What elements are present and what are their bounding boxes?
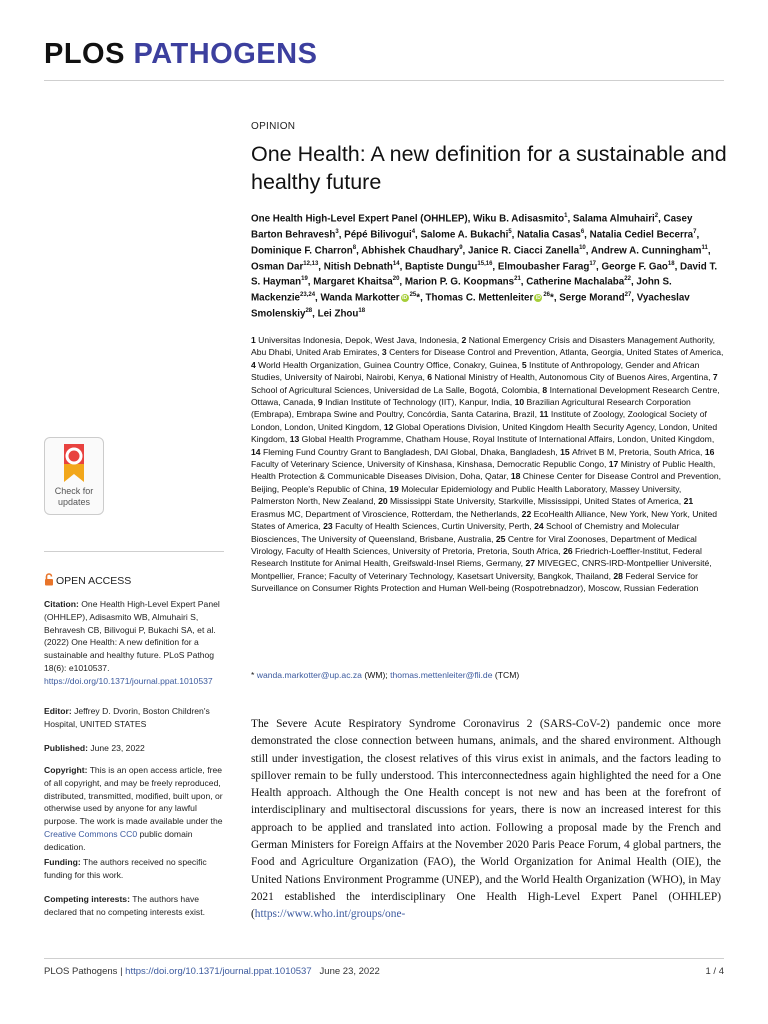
affiliation-superscript: 7 (693, 228, 697, 235)
affiliation-superscript: 19 (301, 276, 308, 283)
affiliation-superscript: 2 (654, 213, 659, 219)
check-line-2: updates (57, 497, 91, 507)
article-title: One Health: A new definition for a sustainable and healthy future (251, 142, 727, 194)
copyright-tail: public domain dedication. (44, 828, 193, 852)
affiliation-list (251, 334, 726, 595)
footer-separator: | (120, 966, 123, 977)
affiliation-superscript: 21 (514, 276, 521, 283)
author-text: , Wanda Markotter (315, 292, 400, 304)
correspondence-tag-wm: (WM); (364, 670, 388, 680)
page-number: 1 / 4 (705, 966, 724, 977)
affiliation-number: 9 (317, 397, 326, 408)
affiliation-number: 18 (510, 471, 523, 482)
affiliation-number: 2 (461, 335, 469, 345)
orcid-icon[interactable]: iD (535, 294, 541, 301)
author-text: *, Serge Morand (550, 292, 625, 304)
logo-plos: PLOS (44, 38, 125, 70)
affiliation-number: 6 (427, 372, 435, 383)
author-text: , Salama Almuhairi (567, 213, 655, 225)
affiliation-superscript: 17 (589, 260, 597, 267)
author-text: , Dominique F. Charron (251, 229, 700, 256)
affiliation-number: 14 (251, 446, 263, 457)
affiliation-text: National Ministry of Health, Autonomous City of Buenos Aires, Argentina, (434, 372, 713, 383)
author-text: , Catherine Machalaba (520, 276, 625, 288)
affiliation-number: 17 (608, 459, 621, 470)
author-text: , John S. Mackenzie (251, 276, 672, 304)
affiliation-superscript: 18 (358, 308, 366, 315)
affiliation-superscript: 4 (411, 228, 416, 235)
affiliation-text: Faculty of Health Sciences, Curtin University, Perth, (335, 521, 535, 532)
published-date: June 23, 2022 (90, 743, 145, 753)
author-list (251, 210, 726, 321)
affiliation-superscript: 23,24 (300, 292, 316, 299)
affiliation-number: 10 (514, 397, 527, 408)
open-access (44, 573, 131, 589)
affiliation-number: 26 (563, 545, 576, 556)
author-text: , Nitish Debnath (318, 260, 393, 272)
author-text: *, Thomas C. Mettenleiter (416, 292, 534, 304)
author-text: , Margaret Khaitsa (307, 276, 393, 288)
competing-interests-block (44, 893, 224, 919)
affiliation-superscript: 20 (392, 276, 400, 283)
email-link-mettenleiter[interactable]: thomas.mettenleiter@fli.de (390, 670, 493, 680)
author-text: , George F. Gao (596, 260, 668, 272)
affiliation-number: 20 (378, 496, 391, 507)
affiliation-text: International Development Research Centre, Ottawa, Canada, (251, 384, 720, 408)
article-type: OPINION (251, 121, 296, 132)
funding-block (44, 856, 224, 882)
open-access-label: OPEN ACCESS (56, 575, 132, 587)
citation-text: One Health High-Level Expert Panel (OHHLEP), Adisasmito WB, Almuhairi S, Behravesh CB, Bilivogui P, Bukachi SA, et al. (2022) One Health: A new definition for a sustainable and healthy future. PLoS Pathog 18(6): e1010537. (44, 599, 220, 673)
affiliation-text: Institute of Anthropology, Gender and African Studies, University of Nairobi, Nairobi, Kenya, (251, 359, 700, 383)
citation-block (44, 598, 224, 688)
author-text: , Casey Barton Behravesh (251, 213, 693, 241)
author-text: , Abhishek Chaudhary (356, 244, 460, 256)
cc0-link[interactable]: Creative Commons CC0 (44, 828, 138, 839)
body-text: The Severe Acute Respiratory Syndrome Coronavirus 2 (SARS-CoV-2) pandemic once more demonstrated the close connection between humans, animals, and the shared environment. Although still under investigation, the closest relatives of this virus exist in animals, and the factors leading to spillover remain to be fully understood. This interconnectedness again highlighted the need for a One Health approach. Although the One Health concept is not new and has been at the forefront of interdisciplinary and multisectoral discussions for years, there is now an increased interest for this approach to be applied and translated into action. Following a proposal made by the French and German Ministers for Foreign Affairs at the November 2020 Paris Peace Forum, 4 global partners, the Food and Agriculture Organization (FAO), the World Organization for Animal Health (OIE), the United Nations Environment Programme (UNEP), and the World Health Organization (WHO), in May 2021 established the interdisciplinary One Health High-Level Expert Panel (OHHLEP) ( (251, 718, 721, 921)
affiliation-superscript: 11 (701, 244, 708, 251)
affiliation-text: Global Operations Division, United Kingdom Health Security Agency, London, United Kingdom, (251, 421, 718, 445)
journal-logo (44, 38, 317, 71)
affiliation-superscript: 25 (409, 292, 417, 299)
affiliation-number: 21 (683, 496, 694, 507)
copyright-label: Copyright: (44, 765, 88, 775)
affiliation-text: Molecular Epidemiology and Public Health Laboratory, Massey University, Palmerston North, New Zealand, (251, 483, 682, 507)
affiliation-superscript: 22 (624, 276, 631, 283)
affiliation-text: Centers for Disease Control and Prevention, Atlanta, Georgia, United States of America, (389, 347, 724, 358)
author-text: One Health High-Level Expert Panel (OHHLEP), Wiku B. Adisasmito (251, 213, 565, 225)
affiliation-number: 1 (251, 335, 259, 345)
author-text: , Pépé Bilivogui (338, 229, 412, 241)
correspondence-tag-tcm: (TCM) (494, 670, 520, 680)
copyright-block (44, 764, 224, 854)
open-lock-icon (44, 573, 54, 589)
sidebar-divider (44, 551, 224, 552)
affiliation-text: Afrivet B M, Pretoria, South Africa, (572, 446, 705, 457)
bookmark-icon (60, 444, 88, 484)
affiliation-number: 28 (613, 570, 626, 581)
affiliation-number: 24 (534, 521, 547, 532)
affiliation-text: World Health Organization, Guinea Country Office, Conakry, Guinea, (258, 359, 522, 370)
competing-text: The authors have declared that no competing interests exist. (44, 894, 205, 917)
affiliation-number: 13 (289, 434, 302, 445)
body-paragraph (251, 716, 721, 924)
correspondence (251, 670, 726, 680)
affiliation-text: National Emergency Crisis and Disasters Management Authority, Abu Dhabi, United Arab Emirates, (251, 335, 715, 358)
affiliation-text: Brazilian Agricultural Research Corporation (Embrapa), Embrapa Swine and Poultry, Concórdia, Santa Catarina, Brazil, (251, 397, 691, 420)
affiliation-text: EcoHealth Alliance, New York, New York, United States of America, (251, 508, 718, 532)
affiliation-text: Friedrich-Loeffler-Institut, Federal Research Institute for Animal Health, Greifswald-Insel Riems, Germany, (251, 545, 702, 569)
header-divider (44, 80, 724, 81)
affiliation-text: Fleming Fund Country Grant to Bangladesh, DAI Global, Dhaka, Bangladesh, (262, 446, 561, 457)
correspondence-star: * (251, 670, 255, 680)
author-text: , Natalia Cediel Becerra (584, 229, 694, 241)
author-text: , Marion P. G. Koopmans (399, 276, 515, 288)
affiliation-number: 11 (539, 409, 551, 420)
affiliation-superscript: 15,16 (477, 260, 493, 267)
citation-label: Citation: (44, 599, 79, 609)
affiliation-superscript: 14 (392, 260, 400, 267)
author-text: , Vyacheslav Smolenskiy (251, 292, 690, 320)
footer-doi-link[interactable]: https://doi.org/10.1371/journal.ppat.1010537 (125, 966, 312, 977)
author-text: , Lei Zhou (312, 308, 359, 320)
footer-date: June 23, 2022 (319, 966, 380, 977)
page-footer (44, 966, 380, 977)
affiliation-number: 8 (542, 384, 550, 395)
affiliation-number: 7 (712, 372, 718, 383)
affiliation-number: 23 (323, 521, 336, 532)
affiliation-superscript: 27 (624, 292, 632, 299)
affiliation-number: 25 (495, 533, 508, 544)
footer-divider (44, 958, 724, 959)
affiliation-number: 12 (383, 421, 396, 432)
check-for-updates-badge[interactable] (44, 437, 104, 515)
affiliation-superscript: 3 (335, 228, 339, 235)
check-line-1: Check for (54, 486, 94, 496)
affiliation-text: Faculty of Veterinary Science, University of Kinshasa, Kinshasa, Democratic Republic Congo, (251, 459, 609, 470)
author-text: , Osman Dar (251, 244, 711, 272)
affiliation-superscript: 10 (579, 244, 586, 251)
affiliation-text: MIVEGEC, CNRS-IRD-Montpellier Université, Montpellier, France; Faculty of Veterinary Technology, Kasetsart University, Bangkok, Thailand, (251, 558, 712, 581)
published-block (44, 742, 224, 755)
editor-block (44, 705, 224, 731)
funding-text: The authors received no specific funding for this work. (44, 857, 207, 880)
affiliation-text: Centre for Viral Zoonoses, Department of Medical Virology, Faculty of Health Sciences, University of Pretoria, Pretoria, South Africa, (251, 533, 697, 556)
author-text: , Andrew A. Cunningham (585, 244, 702, 256)
affiliation-superscript: 5 (508, 228, 512, 235)
footer-journal: PLOS Pathogens (44, 966, 118, 977)
author-text: , Baptiste Dungu (399, 260, 478, 272)
author-text: , Janice R. Ciacci Zanella (462, 244, 580, 256)
published-label: Published: (44, 743, 88, 753)
copyright-text: This is an open access article, free of all copyright, and may be freely reproduced, distributed, transmitted, modified, built upon, or otherwise used by anyone for any lawful purpose. The work is made available under the (44, 765, 223, 827)
author-text: , David T. S. Hayman (251, 260, 718, 288)
affiliation-number: 3 (381, 347, 390, 358)
affiliation-superscript: 26 (543, 292, 551, 299)
ohhlep-link[interactable]: https://www.who.int/groups/one- (254, 908, 406, 921)
affiliation-text: Global Health Programme, Chatham House, Royal Institute of International Affairs, London, United Kingdom, (301, 434, 715, 445)
editor-label: Editor: (44, 706, 72, 716)
logo-journal-name: PATHOGENS (133, 38, 318, 70)
affiliation-text: Indian Institute of Technology (IIT), Kanpur, India, (325, 397, 515, 408)
author-text: , Natalia Casas (511, 229, 581, 241)
competing-label: Competing interests: (44, 894, 130, 904)
affiliation-text: Ministry of Public Health, Health Protection & Communicable Diseases Division, Doha, Qatar, (251, 459, 716, 482)
affiliation-superscript: 18 (667, 260, 675, 267)
affiliation-superscript: 9 (459, 244, 463, 251)
affiliation-text: Institute of Zoology, Zoological Society of London, London, United Kingdom, (251, 409, 707, 432)
author-text: , Salome A. Bukachi (415, 229, 509, 241)
affiliation-number: 4 (251, 359, 259, 370)
affiliation-text: Federal Service for Surveillance on Consumer Rights Protection and Human Well-being (Rospotrebnadzor), Moscow, Russian Federation (251, 570, 699, 594)
author-text: , Elmoubasher Farag (492, 260, 590, 272)
affiliation-text: School of Agricultural Sciences, Universidad de La Salle, Bogotá, Colombia, (251, 384, 543, 395)
affiliation-text: Mississippi State University, Starkville, Mississippi, United States of America, (390, 496, 684, 507)
affiliation-superscript: 6 (580, 228, 585, 235)
affiliation-text: Erasmus MC, Department of Viroscience, Rotterdam, the Netherlands, (251, 508, 522, 519)
affiliation-superscript: 1 (564, 213, 568, 219)
affiliation-text: Universitas Indonesia, Depok, West Java, Indonesia, (258, 335, 462, 345)
affiliation-number: 22 (521, 508, 534, 519)
citation-doi-link[interactable]: https://doi.org/10.1371/journal.ppat.1010537 (44, 675, 213, 686)
affiliation-superscript: 28 (305, 308, 313, 315)
affiliation-superscript: 8 (352, 244, 357, 251)
affiliation-number: 27 (525, 558, 538, 569)
affiliation-number: 19 (389, 483, 402, 494)
affiliation-number: 16 (704, 446, 715, 457)
check-for-updates-label (45, 486, 103, 508)
affiliation-number: 15 (560, 446, 573, 457)
editor-text: Jeffrey D. Dvorin, Boston Children's Hospital, UNITED STATES (44, 706, 210, 729)
affiliation-text: Chinese Center for Disease Control and Prevention, Beijing, People's Republic of China, (251, 471, 722, 494)
email-link-markotter[interactable]: wanda.markotter@up.ac.za (256, 670, 362, 680)
affiliation-text: School of Chemistry and Molecular Biosciences, The University of Queensland, Brisbane, Australia, (251, 521, 680, 544)
affiliation-number: 5 (521, 359, 530, 370)
affiliation-superscript: 12,13 (303, 260, 319, 267)
orcid-icon[interactable]: iD (402, 294, 408, 301)
funding-label: Funding: (44, 857, 81, 867)
